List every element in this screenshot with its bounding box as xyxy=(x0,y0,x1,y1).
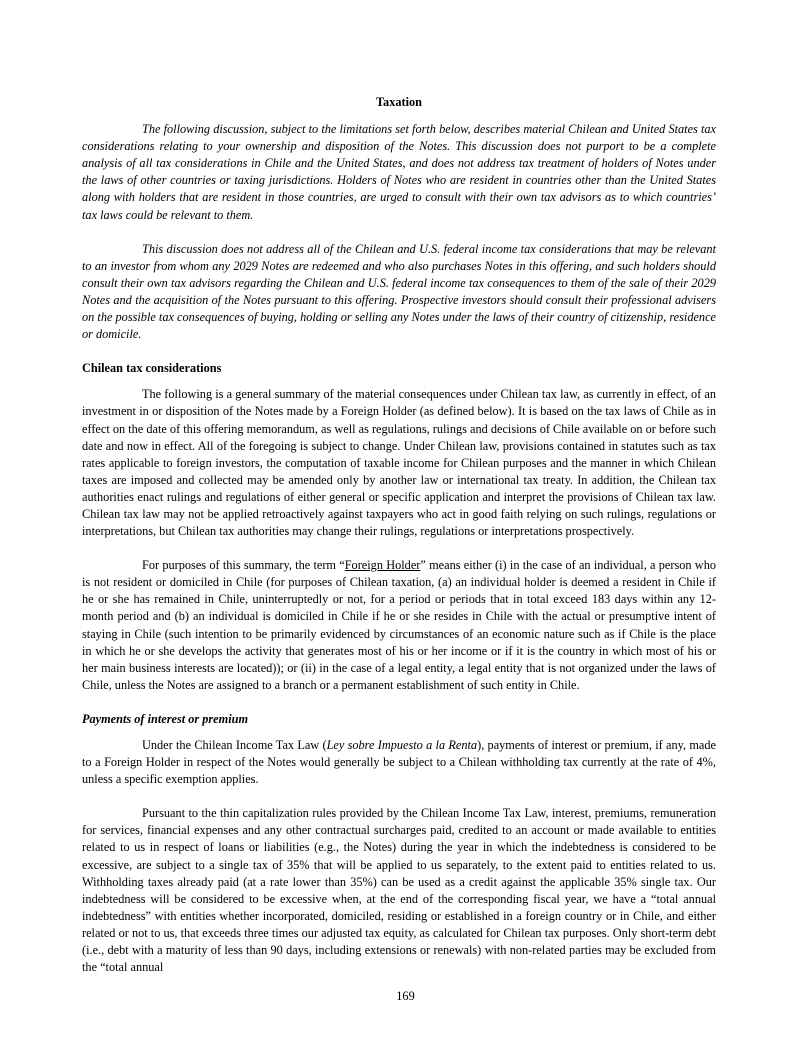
foreign-holder-definition-paragraph xyxy=(82,557,716,694)
foreign-holder-text-before: For purposes of this summary, the term “ xyxy=(142,558,345,573)
intro-paragraph-1: The following discussion, subject to the limitations set forth below, describes material Chilean and United States tax considerations relating to your ownership and disposition of the Notes. This discussion does not purport to be a complete analysis of all tax considerations in Chile and the United States, and does not address tax treatment of holders of Notes under the laws of other countries or taxing jurisdictions. Holders of Notes who are resident in countries other than the United States along with holders that are resident in those countries, are urged to consult with their own tax advisors as to which countries’ tax laws could be relevant to them. xyxy=(82,122,716,222)
chilean-tax-heading: Chilean tax considerations xyxy=(82,361,222,376)
ley-sobre-impuesto-term: Ley sobre Impuesto a la Renta xyxy=(326,738,478,752)
page-content xyxy=(82,94,716,976)
thin-capitalization-paragraph: Pursuant to the thin capitalization rules provided by the Chilean Income Tax Law, interest, premiums, remuneration for services, financial expenses and any other contractual surcharges paid, credited to an account or made available to entities related to us in respect of loans or liabilities (e.g., the Notes) during the year in which the indebtedness is considered to be excessive, are subject to a single tax of 35% that will be applied to us separately, to the extent paid to entities related to us. Withholding taxes already paid (at a rate lower than 35%) can be used as a credit against the applicable 35% single tax. Our indebtedness will be considered to be excessive when, at the end of the corresponding fiscal year, we have a “total annual indebtedness” with entities whether incorporated, domiciled, residing or established in a foreign country or in Chile, and either related or not to us, that exceeds three times our adjusted tax equity, as calculated for Chilean tax purposes. Only short-term debt (i.e., debt with a maturity of less than 90 days, including extensions or renewals) with non-related parties may be excluded from the “total annual xyxy=(82,806,716,975)
income-tax-text-before: Under the Chilean Income Tax Law ( xyxy=(142,738,327,752)
foreign-holder-term: Foreign Holder xyxy=(344,558,421,573)
section-title: Taxation xyxy=(375,95,423,109)
income-tax-law-paragraph xyxy=(82,737,716,788)
income-tax-text-after: ), payments of interest or premium, if any, made to a Foreign Holder in respect of the Notes would generally be subject to a Chilean withholding tax currently at the rate of 4%, unless a specific exemption applies. xyxy=(82,738,716,787)
interest-premium-heading: Payments of interest or premium xyxy=(82,711,249,726)
chilean-summary-paragraph: The following is a general summary of the material consequences under Chilean tax law, as currently in effect, of an investment in or disposition of the Notes made by a Foreign Holder (as defined below). It is based on the tax laws of Chile as in effect on the date of this offering memorandum, as well as regulations, rulings and decisions of Chile available on or before such date and now in effect. All of the foregoing is subject to change. Under Chilean law, provisions contained in statutes such as tax rates applicable to foreign investors, the computation of taxable income for Chilean purposes and the manner in which Chilean taxes are imposed and collected may be amended only by another law or international tax treaty. In addition, the Chilean tax authorities enact rulings and regulations of either general or specific application and interpret the provisions of Chilean tax law. Chilean tax law may not be applied retroactively against taxpayers who act in good faith relying on such rulings, regulations or interpretations, but Chilean tax authorities may change their rulings, regulations or interpretations prospectively. xyxy=(82,387,716,539)
intro-paragraph-2: This discussion does not address all of the Chilean and U.S. federal income tax considerations that may be relevant to an investor from whom any 2029 Notes are redeemed and who also purchases Notes in this offering, and such holders should consult their own tax advisors regarding the Chilean and U.S. federal income tax consequences to them of the sale of their 2029 Notes and the acquisition of the Notes pursuant to this offering. Prospective investors should consult their professional advisers on the possible tax consequences of buying, holding or selling any Notes under the laws of their country of citizenship, residence or domicile. xyxy=(82,241,716,342)
page-number: 169 xyxy=(396,989,415,1003)
foreign-holder-text-after: ” means either (i) in the case of an individual, a person who is not resident or domiciled in Chile (for purposes of Chilean taxation, (a) an individual holder is deemed a resident in Chile if he or she has remained in Chile, uninterruptedly or not, for a period or periods that in total exceed 183 days within any 12-month period and (b) an individual is domiciled in Chile if he or she resides in Chile with the actual or presumptive intent of staying in Chile (such intention to be primarily evidenced by circumstances of an economic nature such as if Chile is the place in which he or she develops the activity that generates most of his or her income or if it is the country in which most of his or her main business interests are located)); or (ii) in the case of a legal entity, a legal entity that is not organized under the laws of Chile, unless the Notes are assigned to a branch or a permanent establishment of such entity in Chile. xyxy=(82,558,716,692)
